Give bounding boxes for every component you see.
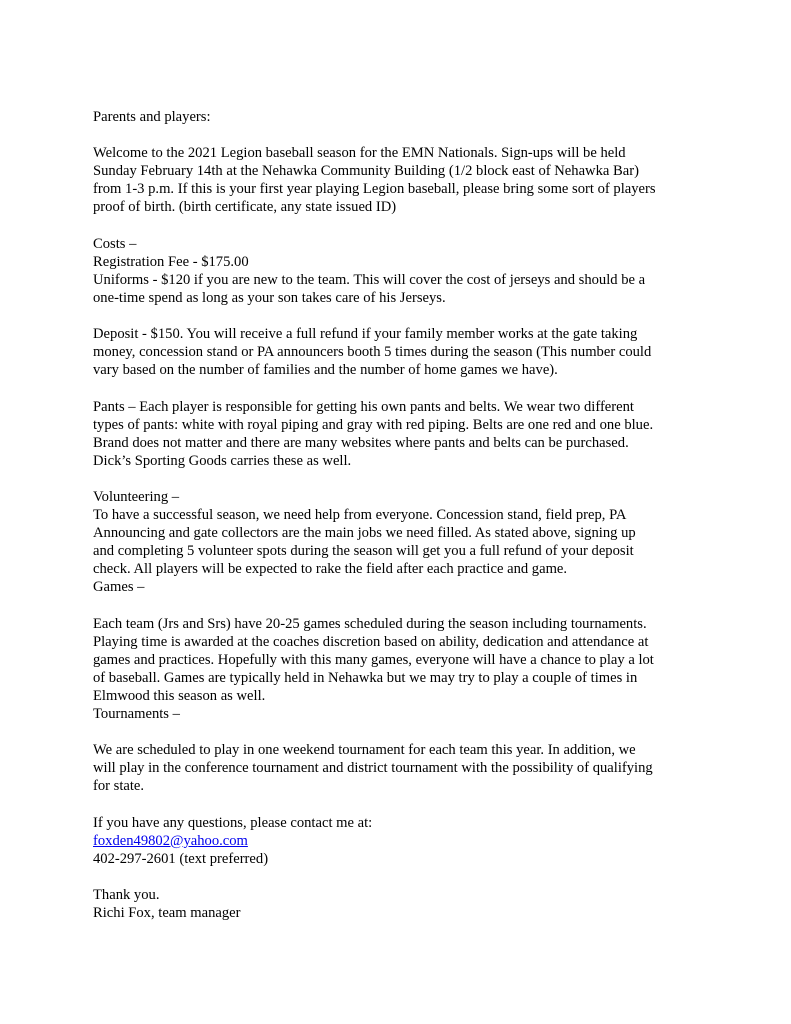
greeting: Parents and players: <box>93 109 211 125</box>
spacer <box>93 868 713 886</box>
spacer <box>93 470 713 488</box>
volunteering-heading: Volunteering – <box>93 488 180 505</box>
tournaments-paragraph <box>93 741 713 795</box>
games-paragraph <box>93 615 713 705</box>
spacer <box>93 307 713 325</box>
registration-fee: Registration Fee - $175.00 <box>93 253 249 270</box>
phone-number: 402-297-2601 (text preferred) <box>93 850 269 867</box>
welcome-line: Sunday February 14th at the Nehawka Community Building (1/2 block east of Nehawka Bar) <box>93 163 639 180</box>
signature: Richi Fox, team manager <box>93 905 241 922</box>
tournaments-heading: Tournaments – <box>93 706 180 723</box>
pants-line: types of pants: white with royal piping and gray with red piping. Belts are one red and one blue. <box>93 416 654 433</box>
spacer <box>93 796 713 814</box>
email-link[interactable]: foxden49802@yahoo.com <box>93 832 248 849</box>
uniforms-line: Uniforms - $120 if you are new to the team. This will cover the cost of jerseys and should be a <box>93 271 646 288</box>
deposit-line: vary based on the number of families and the number of home games we have). <box>93 362 558 379</box>
volunteering-line: To have a successful season, we need help from everyone. Concession stand, field prep, PA <box>93 507 627 524</box>
volunteering-line: check. All players will be expected to rake the field after each practice and game. <box>93 561 568 578</box>
pants-paragraph <box>93 398 713 470</box>
email-line <box>93 832 713 850</box>
welcome-line: proof of birth. (birth certificate, any state issued ID) <box>93 199 397 216</box>
spacer <box>93 126 713 144</box>
welcome-line: from 1-3 p.m. If this is your first year playing Legion baseball, please bring some sort of players <box>93 181 656 198</box>
closing: Thank you. <box>93 887 160 904</box>
tournaments-line: for state. <box>93 778 145 795</box>
uniforms-paragraph <box>93 271 713 307</box>
letter-body <box>93 108 713 922</box>
pants-line: Brand does not matter and there are many websites where pants and belts can be purchased. <box>93 434 629 451</box>
spacer <box>93 597 713 615</box>
uniforms-line: one-time spend as long as your son takes care of his Jerseys. <box>93 289 446 306</box>
games-line: games and practices. Hopefully with this many games, everyone will have a chance to play a lot <box>93 651 654 668</box>
games-line: Elmwood this season as well. <box>93 688 266 704</box>
deposit-line: Deposit - $150. You will receive a full refund if your family member works at the gate taking <box>93 326 638 343</box>
volunteering-paragraph <box>93 506 713 578</box>
games-line: of baseball. Games are typically held in Nehawka but we may try to play a couple of times in <box>93 669 638 686</box>
pants-line: Pants – Each player is responsible for getting his own pants and belts. We wear two different <box>93 398 634 415</box>
deposit-line: money, concession stand or PA announcers booth 5 times during the season (This number could <box>93 344 652 361</box>
deposit-paragraph <box>93 325 713 379</box>
volunteering-line: and completing 5 volunteer spots during the season will get you a full refund of your deposit <box>93 543 634 560</box>
welcome-line: Welcome to the 2021 Legion baseball season for the EMN Nationals. Sign-ups will be held <box>93 145 626 162</box>
pants-line: Dick’s Sporting Goods carries these as well. <box>93 452 352 469</box>
welcome-paragraph <box>93 144 713 216</box>
tournaments-line: We are scheduled to play in one weekend tournament for each team this year. In addition, we <box>93 742 636 759</box>
spacer <box>93 217 713 235</box>
tournaments-line: will play in the conference tournament and district tournament with the possibility of qualifying <box>93 760 653 777</box>
contact-intro: If you have any questions, please contact me at: <box>93 814 373 831</box>
games-heading: Games – <box>93 579 145 596</box>
volunteering-line: Announcing and gate collectors are the main jobs we need filled. As stated above, signing up <box>93 525 636 542</box>
spacer <box>93 723 713 741</box>
games-line: Playing time is awarded at the coaches discretion based on ability, dedication and attendance at <box>93 633 649 650</box>
games-line: Each team (Jrs and Srs) have 20-25 games scheduled during the season including tournaments. <box>93 615 647 632</box>
spacer <box>93 379 713 397</box>
costs-heading: Costs – <box>93 235 137 252</box>
